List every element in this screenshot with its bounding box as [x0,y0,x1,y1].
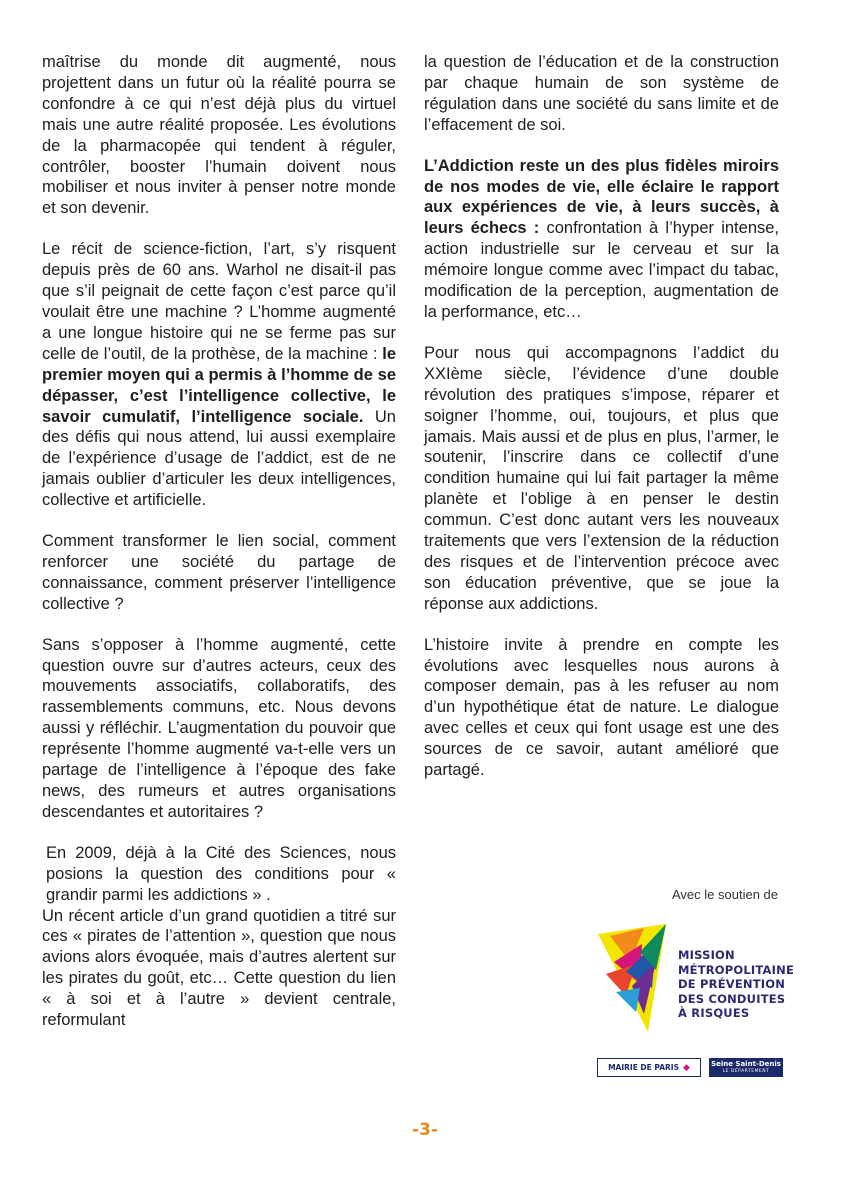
logo-line: À RISQUES [678,1006,750,1020]
partner-name: Seine Saint-Denis [711,1059,781,1068]
paragraph-text: Le récit de science-fiction, l’art, s’y risquent depuis près de 60 ans. Warhol ne disait-il pas que s’il peignait de cette façon c’est parce qu’il voulait être une machine ? L’homme augmenté a une longue histoire qui ne se ferme pas sur celle de l’outil, de la prothèse, de la machine : [42,240,396,363]
paragraph: En 2009, déjà à la Cité des Sciences, nous posions la question des conditions pour « grandir parmi les addictions » . [46,843,396,904]
partner-logos [597,1058,783,1078]
logo-line: DE PRÉVENTION [678,977,786,991]
emphasis-text: L’Addiction reste un des plus fidèles miroirs de nos modes de vie, elle éclaire le rapport aux expériences de vie, à leurs succès, à leurs échecs : [424,156,779,238]
paragraph: L’histoire invite à prendre en compte les évolutions avec lesquelles nous aurons à composer demain, pas à les refuser au nom d’un hypothétique état de nature. Le dialogue avec celles et ceux qui font usage est une des sources de ce savoir, autant amélioré que partagé. [424,635,779,780]
paragraph: la question de l’éducation et de la construction par chaque humain de son système de régulation dans une société du sans limite et de l’effacement de soi. [424,53,779,134]
paragraph-text: confrontation à l’hyper intense, action industrielle sur le cerveau et sur la mémoire longue comme avec l’impact du tabac, modification de la perception, augmentation de la performance, etc… [424,219,780,321]
paragraph: Un récent article d’un grand quotidien a titré sur ces « pirates de l’attention », question que nous avions alors évoquée, mais d’autres alertent sur les pirates du goût, etc… Cette question du lien « à soi et à l’autre » devient centrale, reformulant [42,906,396,1030]
paragraph-text: Un des défis qui nous attend, lui aussi exemplaire de l’expérience d’usage de l’addict, est de ne jamais oublier d’articuler les deux intelligences, collective et artificielle. [42,407,396,510]
paragraph [424,156,779,323]
left-column [42,52,396,1031]
logo-line: MISSION [678,948,735,962]
right-column [424,52,779,781]
paris-emblem-icon: ◆ [682,1062,690,1073]
sponsor-label: Avec le soutien de [672,887,778,902]
mairie-de-paris-logo [597,1058,701,1077]
logo-line: MÉTROPOLITAINE [678,962,794,977]
paragraph: Pour nous qui accompagnons l’addict du XXIème siècle, l’évidence d’une double révolution des pratiques s’impose, réparer et soigner l’homme, oui, toujours, et plus que jamais. Mais aussi et de plus en plus, l’armer, le soutenir, l’inscrire dans ce collectif d’une condition humaine qui lui fait partager la même planète et l’oblige à en penser le destin commun. C’est donc autant vers les nouveaux traitements que vers l’extension de la réduction des risques et de l’intervention précoce avec son éducation préventive, que se joue la réponse aux addictions. [424,343,779,613]
mission-logo-text [678,948,794,1021]
paragraph: Sans s’opposer à l’homme augmenté, cette question ouvre sur d’autres acteurs, ceux des mouvements associatifs, collaboratifs, des rassemblements communs, etc. Nous devons aussi y réfléchir. L’augmentation du pouvoir que représente l’homme augmenté va-t-elle vers un partage de l’intelligence à l’époque des fake news, des rumeurs et autres organisations descendantes et autoritaires ? [42,635,396,821]
paragraph [42,239,396,511]
partner-subtitle: LE DÉPARTEMENT [722,1068,770,1074]
paragraph: Comment transformer le lien social, comment renforcer une société du partage de connaissance, comment préserver l’intelligence collective ? [42,532,396,613]
emphasis-text: le premier moyen qui a permis à l’homme de se dépasser, c’est l’intelligence collective, le savoir cumulatif, l’intelligence sociale. [42,344,396,426]
seine-saint-denis-logo [709,1058,783,1077]
logo-line: DES CONDUITES [678,991,786,1006]
paragraph: maîtrise du monde dit augmenté, nous projettent dans un futur où la réalité pourra se confondre à ce qui n’est déjà plus du virtuel mais une autre réalité proposée. Les évolutions de la pharmacopée qui tendent à réguler, contrôler, booster l’humain doivent nous mobiliser et nous inviter à penser notre monde et son devenir. [42,53,396,218]
page-number: -3- [412,1120,438,1140]
partner-name: MAIRIE DE PARIS [608,1063,679,1072]
